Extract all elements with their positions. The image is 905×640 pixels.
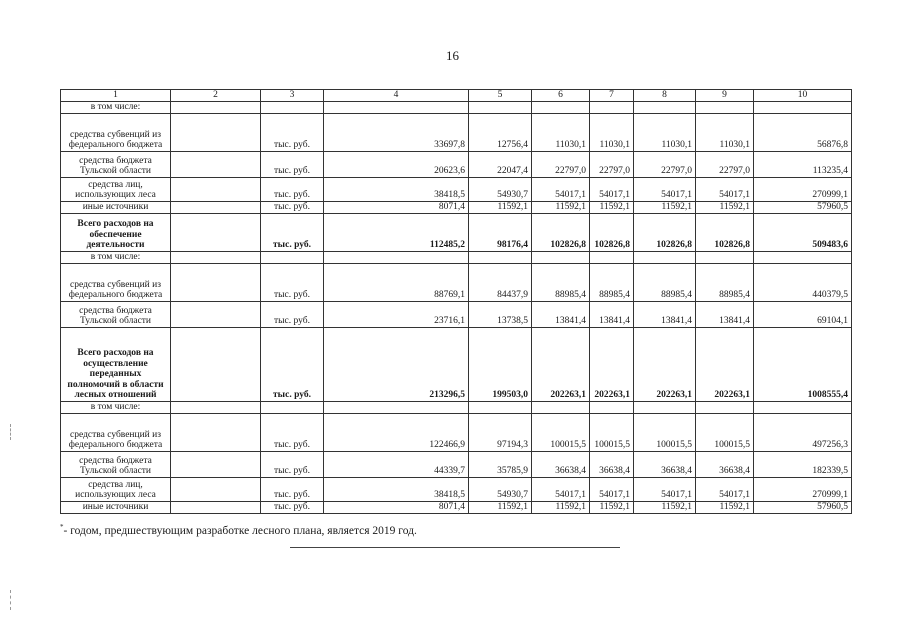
- table-row: [61, 413, 852, 451]
- value-cell: 56876,8: [754, 113, 852, 151]
- row-label: иные источники: [61, 201, 171, 213]
- value-cell: 11592,1: [696, 501, 754, 513]
- value-cell: 509483,6: [754, 213, 852, 251]
- value-cell: [696, 251, 754, 263]
- value-cell: 84437,9: [469, 263, 532, 301]
- value-cell: [634, 401, 696, 413]
- margin-mark: [10, 590, 12, 610]
- value-cell: 113235,4: [754, 151, 852, 177]
- value-cell: 54017,1: [532, 177, 590, 201]
- value-cell: [590, 401, 634, 413]
- row-label: средства лиц, использующих леса: [61, 477, 171, 501]
- value-cell: 213296,5: [324, 327, 469, 401]
- value-cell: 98176,4: [469, 213, 532, 251]
- footnote-text: - годом, предшествующим разработке лесного плана, является 2019 год.: [63, 524, 417, 537]
- value-cell: 202263,1: [634, 327, 696, 401]
- column-header: 4: [324, 90, 469, 102]
- column-header: 7: [590, 90, 634, 102]
- value-cell: 88985,4: [634, 263, 696, 301]
- row-label: иные источники: [61, 501, 171, 513]
- table-row: [61, 327, 852, 401]
- value-cell: 202263,1: [696, 327, 754, 401]
- value-cell: [754, 401, 852, 413]
- value-cell: 44339,7: [324, 451, 469, 477]
- column-header: 2: [171, 90, 261, 102]
- value-cell: 11592,1: [634, 501, 696, 513]
- table-row: [61, 251, 852, 263]
- cell-col2: [171, 451, 261, 477]
- cell-col2: [171, 113, 261, 151]
- unit-cell: тыс. руб.: [261, 177, 324, 201]
- value-cell: 122466,9: [324, 413, 469, 451]
- table-row: [61, 501, 852, 513]
- value-cell: 100015,5: [634, 413, 696, 451]
- value-cell: 270999,1: [754, 477, 852, 501]
- table-row: [61, 477, 852, 501]
- column-header: 5: [469, 90, 532, 102]
- cell-col2: [171, 201, 261, 213]
- value-cell: 13841,4: [696, 301, 754, 327]
- value-cell: 54930,7: [469, 477, 532, 501]
- value-cell: 102826,8: [696, 213, 754, 251]
- footnote-divider: [290, 547, 620, 548]
- column-header: 1: [61, 90, 171, 102]
- value-cell: [469, 251, 532, 263]
- value-cell: 100015,5: [696, 413, 754, 451]
- table-body: [61, 90, 852, 514]
- value-cell: 270999,1: [754, 177, 852, 201]
- cell-col2: [171, 251, 261, 263]
- value-cell: 22047,4: [469, 151, 532, 177]
- value-cell: 54930,7: [469, 177, 532, 201]
- cell-col2: [171, 327, 261, 401]
- value-cell: 97194,3: [469, 413, 532, 451]
- value-cell: 11030,1: [590, 113, 634, 151]
- value-cell: 11030,1: [696, 113, 754, 151]
- value-cell: 38418,5: [324, 177, 469, 201]
- value-cell: 22797,0: [696, 151, 754, 177]
- value-cell: 13841,4: [532, 301, 590, 327]
- unit-cell: [261, 251, 324, 263]
- value-cell: 199503,0: [469, 327, 532, 401]
- value-cell: 11592,1: [590, 201, 634, 213]
- value-cell: 8071,4: [324, 501, 469, 513]
- value-cell: 54017,1: [590, 477, 634, 501]
- value-cell: 8071,4: [324, 201, 469, 213]
- unit-cell: [261, 401, 324, 413]
- cell-col2: [171, 177, 261, 201]
- value-cell: 202263,1: [532, 327, 590, 401]
- footnote-mark: *: [60, 523, 64, 531]
- value-cell: 54017,1: [696, 177, 754, 201]
- row-label: в том числе:: [61, 101, 171, 113]
- table-row: [61, 401, 852, 413]
- table-row: [61, 101, 852, 113]
- value-cell: 11030,1: [634, 113, 696, 151]
- value-cell: 57960,5: [754, 201, 852, 213]
- value-cell: 57960,5: [754, 501, 852, 513]
- value-cell: [469, 101, 532, 113]
- row-label: Всего расходов на осуществление переданных полномочий в области лесных отношений: [61, 327, 171, 401]
- value-cell: 11592,1: [696, 201, 754, 213]
- column-header: 6: [532, 90, 590, 102]
- value-cell: [532, 401, 590, 413]
- value-cell: 12756,4: [469, 113, 532, 151]
- unit-cell: [261, 101, 324, 113]
- value-cell: [590, 251, 634, 263]
- value-cell: 88985,4: [590, 263, 634, 301]
- table-row: [61, 263, 852, 301]
- value-cell: 1008555,4: [754, 327, 852, 401]
- budget-table: [60, 89, 852, 514]
- value-cell: [324, 101, 469, 113]
- value-cell: 88985,4: [532, 263, 590, 301]
- margin-mark: [10, 424, 12, 440]
- unit-cell: тыс. руб.: [261, 113, 324, 151]
- value-cell: 36638,4: [634, 451, 696, 477]
- unit-cell: тыс. руб.: [261, 213, 324, 251]
- column-header: 8: [634, 90, 696, 102]
- value-cell: 13841,4: [634, 301, 696, 327]
- row-label: средства бюджета Тульской области: [61, 151, 171, 177]
- value-cell: 100015,5: [590, 413, 634, 451]
- value-cell: 440379,5: [754, 263, 852, 301]
- value-cell: [532, 101, 590, 113]
- table-row: [61, 451, 852, 477]
- value-cell: 22797,0: [590, 151, 634, 177]
- value-cell: [754, 101, 852, 113]
- value-cell: [696, 101, 754, 113]
- value-cell: 100015,5: [532, 413, 590, 451]
- value-cell: 33697,8: [324, 113, 469, 151]
- table-row: [61, 177, 852, 201]
- cell-col2: [171, 263, 261, 301]
- column-header: 9: [696, 90, 754, 102]
- cell-col2: [171, 501, 261, 513]
- value-cell: [754, 251, 852, 263]
- value-cell: 54017,1: [696, 477, 754, 501]
- value-cell: 497256,3: [754, 413, 852, 451]
- cell-col2: [171, 301, 261, 327]
- value-cell: 11030,1: [532, 113, 590, 151]
- value-cell: 102826,8: [532, 213, 590, 251]
- row-label: средства лиц, использующих леса: [61, 177, 171, 201]
- value-cell: 13738,5: [469, 301, 532, 327]
- row-label: средства бюджета Тульской области: [61, 451, 171, 477]
- value-cell: 102826,8: [590, 213, 634, 251]
- row-label: Всего расходов на обеспечение деятельности: [61, 213, 171, 251]
- cell-col2: [171, 151, 261, 177]
- value-cell: 13841,4: [590, 301, 634, 327]
- value-cell: 35785,9: [469, 451, 532, 477]
- value-cell: 11592,1: [532, 201, 590, 213]
- value-cell: 36638,4: [696, 451, 754, 477]
- value-cell: 88985,4: [696, 263, 754, 301]
- column-header: 10: [754, 90, 852, 102]
- value-cell: 36638,4: [532, 451, 590, 477]
- value-cell: [696, 401, 754, 413]
- value-cell: 88769,1: [324, 263, 469, 301]
- value-cell: 38418,5: [324, 477, 469, 501]
- table-row: [61, 113, 852, 151]
- value-cell: [324, 401, 469, 413]
- value-cell: 54017,1: [590, 177, 634, 201]
- unit-cell: тыс. руб.: [261, 201, 324, 213]
- table-row: [61, 301, 852, 327]
- value-cell: 202263,1: [590, 327, 634, 401]
- value-cell: [324, 251, 469, 263]
- unit-cell: тыс. руб.: [261, 263, 324, 301]
- value-cell: 36638,4: [590, 451, 634, 477]
- page-number: 16: [446, 48, 459, 63]
- value-cell: 54017,1: [634, 477, 696, 501]
- value-cell: 22797,0: [634, 151, 696, 177]
- value-cell: 54017,1: [634, 177, 696, 201]
- row-label: в том числе:: [61, 251, 171, 263]
- row-label: средства бюджета Тульской области: [61, 301, 171, 327]
- value-cell: 20623,6: [324, 151, 469, 177]
- cell-col2: [171, 477, 261, 501]
- table-row: [61, 151, 852, 177]
- value-cell: 102826,8: [634, 213, 696, 251]
- value-cell: 112485,2: [324, 213, 469, 251]
- row-label: средства субвенций из федерального бюджета: [61, 263, 171, 301]
- column-header-row: [61, 90, 852, 102]
- value-cell: 11592,1: [634, 201, 696, 213]
- column-header: 3: [261, 90, 324, 102]
- row-label: средства субвенций из федерального бюджета: [61, 413, 171, 451]
- value-cell: 11592,1: [532, 501, 590, 513]
- value-cell: [634, 251, 696, 263]
- value-cell: 54017,1: [532, 477, 590, 501]
- cell-col2: [171, 413, 261, 451]
- unit-cell: тыс. руб.: [261, 451, 324, 477]
- value-cell: 11592,1: [469, 201, 532, 213]
- value-cell: 69104,1: [754, 301, 852, 327]
- cell-col2: [171, 101, 261, 113]
- value-cell: [634, 101, 696, 113]
- cell-col2: [171, 213, 261, 251]
- value-cell: [469, 401, 532, 413]
- value-cell: [532, 251, 590, 263]
- unit-cell: тыс. руб.: [261, 327, 324, 401]
- row-label: в том числе:: [61, 401, 171, 413]
- table-row: [61, 213, 852, 251]
- value-cell: 182339,5: [754, 451, 852, 477]
- unit-cell: тыс. руб.: [261, 477, 324, 501]
- value-cell: 22797,0: [532, 151, 590, 177]
- value-cell: 11592,1: [590, 501, 634, 513]
- cell-col2: [171, 401, 261, 413]
- footnote: [60, 523, 417, 537]
- value-cell: 11592,1: [469, 501, 532, 513]
- unit-cell: тыс. руб.: [261, 301, 324, 327]
- unit-cell: тыс. руб.: [261, 151, 324, 177]
- unit-cell: тыс. руб.: [261, 501, 324, 513]
- value-cell: 23716,1: [324, 301, 469, 327]
- unit-cell: тыс. руб.: [261, 413, 324, 451]
- value-cell: [590, 101, 634, 113]
- row-label: средства субвенций из федерального бюджета: [61, 113, 171, 151]
- table-row: [61, 201, 852, 213]
